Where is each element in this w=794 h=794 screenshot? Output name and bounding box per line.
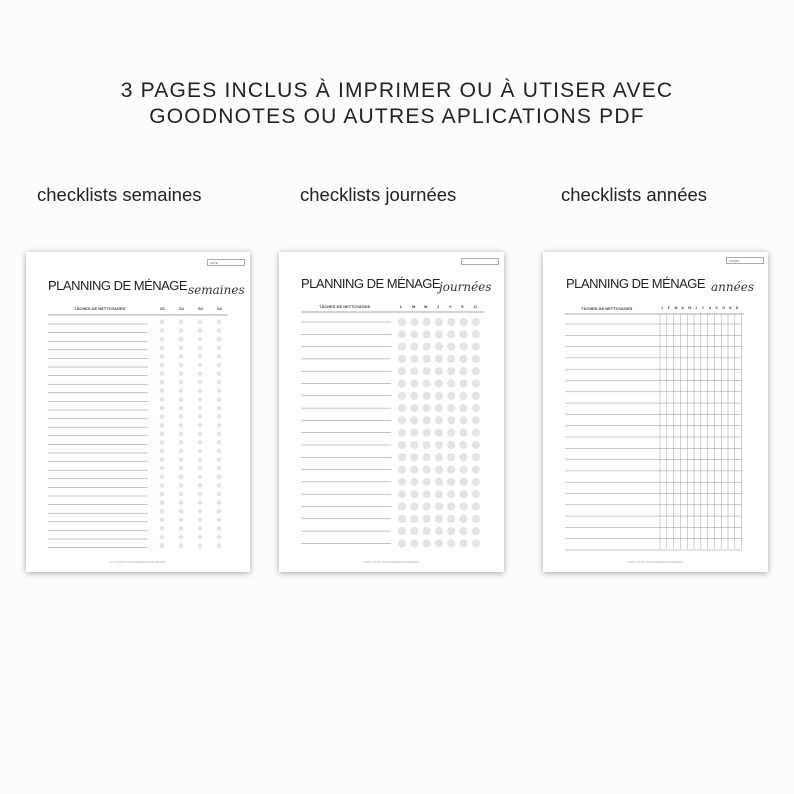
- check-dot: [160, 346, 165, 351]
- col-label: V: [449, 304, 452, 309]
- check-dot: [217, 475, 222, 480]
- check-dot: [198, 457, 203, 462]
- check-dot: [160, 363, 165, 368]
- check-dot: [435, 490, 443, 498]
- check-dot: [459, 527, 467, 535]
- check-dot: [198, 449, 203, 454]
- check-dot: [217, 328, 222, 333]
- check-dot: [447, 539, 455, 547]
- check-dot: [423, 343, 431, 351]
- check-dot: [447, 490, 455, 498]
- check-dot: [217, 449, 222, 454]
- check-dot: [423, 527, 431, 535]
- headline-line-2: GOODNOTES OU AUTRES APLICATIONS PDF: [149, 105, 645, 128]
- check-dot: [160, 492, 165, 497]
- check-dot: [179, 354, 184, 359]
- check-dot: [179, 535, 184, 540]
- headline: [0, 78, 794, 130]
- check-dot: [217, 354, 222, 359]
- check-dot: [459, 416, 467, 424]
- check-dot: [217, 518, 222, 523]
- check-dot: [459, 404, 467, 412]
- check-dot: [459, 355, 467, 363]
- check-dot: [459, 429, 467, 437]
- check-dot: [198, 543, 203, 548]
- check-dot: [410, 515, 418, 523]
- check-dot: [217, 389, 222, 394]
- sheet-script-title: semaines: [188, 283, 245, 297]
- check-dot: [160, 320, 165, 325]
- check-dot: [435, 515, 443, 523]
- check-dot: [472, 404, 480, 412]
- check-dot: [423, 429, 431, 437]
- col-label: D: [735, 306, 739, 310]
- check-dot: [410, 502, 418, 510]
- check-dot: [217, 380, 222, 385]
- check-dot: [398, 379, 406, 387]
- check-dot: [160, 432, 165, 437]
- check-dot: [160, 440, 165, 445]
- col-label: S3: [198, 306, 203, 311]
- check-dot: [179, 414, 184, 419]
- check-dot: [217, 363, 222, 368]
- date-box: DATE: [207, 259, 245, 266]
- task-header: TÂCHES DE NETTOYAGES: [74, 306, 126, 311]
- check-dot: [398, 343, 406, 351]
- check-dot: [179, 475, 184, 480]
- check-dot: [160, 500, 165, 505]
- check-dot: [459, 343, 467, 351]
- check-dot: [179, 457, 184, 462]
- col-label: N: [729, 306, 732, 310]
- check-dot: [410, 404, 418, 412]
- check-dot: [447, 355, 455, 363]
- check-dot: [217, 526, 222, 531]
- check-dot: [435, 416, 443, 424]
- sheet-weeks: [26, 252, 250, 572]
- check-dot: [435, 441, 443, 449]
- check-dot: [423, 490, 431, 498]
- sheet-title: PLANNING DE MÉNAGE: [48, 278, 188, 293]
- check-dot: [423, 355, 431, 363]
- col-label: L: [400, 304, 403, 309]
- check-dot: [179, 337, 184, 342]
- check-dot: [179, 500, 184, 505]
- check-dot: [217, 397, 222, 402]
- label-weeks: checklists semaines: [37, 184, 202, 205]
- check-dot: [398, 330, 406, 338]
- check-dot: [160, 371, 165, 376]
- col-label: J: [661, 306, 663, 310]
- check-dot: [447, 404, 455, 412]
- check-dot: [398, 453, 406, 461]
- check-dot: [217, 492, 222, 497]
- check-dot: [198, 371, 203, 376]
- sheet-title: PLANNING DE MÉNAGE: [566, 276, 706, 291]
- col-label: D: [474, 304, 477, 309]
- check-dot: [160, 518, 165, 523]
- check-dot: [472, 466, 480, 474]
- check-dot: [459, 318, 467, 326]
- col-label: S2: [179, 306, 184, 311]
- check-dot: [435, 367, 443, 375]
- check-dot: [410, 490, 418, 498]
- check-dot: [472, 318, 480, 326]
- check-dot: [198, 440, 203, 445]
- check-dot: [459, 478, 467, 486]
- col-label: A: [681, 306, 684, 310]
- check-dot: [410, 318, 418, 326]
- check-dot: [398, 466, 406, 474]
- check-dot: [447, 466, 455, 474]
- check-dot: [447, 502, 455, 510]
- col-label: M: [424, 304, 428, 309]
- check-dot: [423, 466, 431, 474]
- check-dot: [398, 392, 406, 400]
- check-dot: [179, 432, 184, 437]
- check-dot: [472, 478, 480, 486]
- check-dot: [410, 379, 418, 387]
- check-dot: [179, 466, 184, 471]
- check-dot: [423, 404, 431, 412]
- check-dot: [423, 539, 431, 547]
- check-dot: [217, 414, 222, 419]
- check-dot: [160, 380, 165, 385]
- headline-line-1: 3 PAGES INCLUS À IMPRIMER OU À UTISER AVEC: [120, 79, 674, 102]
- col-label: S: [715, 306, 718, 310]
- check-dot: [217, 457, 222, 462]
- check-dot: [198, 526, 203, 531]
- check-dot: [410, 355, 418, 363]
- check-dot: [423, 441, 431, 449]
- check-dot: [179, 449, 184, 454]
- check-dot: [198, 328, 203, 333]
- check-dot: [435, 539, 443, 547]
- check-dot: [398, 355, 406, 363]
- check-dot: [398, 441, 406, 449]
- check-dot: [198, 380, 203, 385]
- check-dot: [447, 429, 455, 437]
- col-label: J: [437, 304, 440, 309]
- check-dot: [179, 423, 184, 428]
- check-dot: [398, 502, 406, 510]
- check-dot: [217, 320, 222, 325]
- sheet-footer: FAIT PAR LACASEDESFRINGUES: [110, 560, 166, 564]
- check-dot: [459, 502, 467, 510]
- check-dot: [179, 380, 184, 385]
- check-dot: [459, 490, 467, 498]
- sheet-script-title: années: [711, 280, 754, 294]
- check-dot: [472, 355, 480, 363]
- check-dot: [459, 379, 467, 387]
- check-dot: [472, 490, 480, 498]
- check-dot: [198, 406, 203, 411]
- check-dot: [179, 406, 184, 411]
- task-grid: [279, 252, 504, 572]
- check-dot: [398, 527, 406, 535]
- check-dot: [472, 441, 480, 449]
- sheet-days: [279, 252, 504, 572]
- task-header: TÂCHES DE NETTOYAGES: [581, 306, 633, 311]
- check-dot: [459, 441, 467, 449]
- col-label: M: [674, 306, 678, 310]
- check-dot: [410, 416, 418, 424]
- check-dot: [472, 392, 480, 400]
- sheet-script-title: journées: [439, 280, 492, 294]
- check-dot: [423, 318, 431, 326]
- check-dot: [435, 404, 443, 412]
- check-dot: [198, 535, 203, 540]
- check-dot: [459, 330, 467, 338]
- check-dot: [472, 453, 480, 461]
- check-dot: [472, 343, 480, 351]
- check-dot: [410, 367, 418, 375]
- check-dot: [447, 527, 455, 535]
- check-dot: [198, 432, 203, 437]
- check-dot: [410, 343, 418, 351]
- check-dot: [447, 330, 455, 338]
- check-dot: [179, 509, 184, 514]
- check-dot: [435, 502, 443, 510]
- label-years: checklists années: [561, 184, 708, 205]
- check-dot: [198, 492, 203, 497]
- check-dot: [435, 318, 443, 326]
- col-label: F: [667, 306, 670, 310]
- check-dot: [423, 330, 431, 338]
- check-dot: [160, 526, 165, 531]
- check-dot: [472, 330, 480, 338]
- col-label: M: [688, 306, 692, 310]
- check-dot: [435, 330, 443, 338]
- check-dot: [447, 343, 455, 351]
- check-dot: [410, 392, 418, 400]
- task-header: TÂCHES DE NETTOYAGES: [319, 304, 371, 309]
- check-dot: [160, 543, 165, 548]
- check-dot: [423, 453, 431, 461]
- check-dot: [435, 527, 443, 535]
- col-label: S1: [160, 306, 165, 311]
- check-dot: [435, 478, 443, 486]
- check-dot: [179, 328, 184, 333]
- check-dot: [410, 527, 418, 535]
- check-dot: [447, 392, 455, 400]
- check-dot: [198, 414, 203, 419]
- check-dot: [217, 500, 222, 505]
- check-dot: [198, 320, 203, 325]
- check-dot: [435, 453, 443, 461]
- check-dot: [410, 429, 418, 437]
- label-days: checklists journées: [300, 184, 457, 205]
- check-dot: [459, 515, 467, 523]
- check-dot: [198, 509, 203, 514]
- check-dot: [217, 509, 222, 514]
- check-dot: [423, 515, 431, 523]
- check-dot: [160, 397, 165, 402]
- sheet-footer: FAIT PAR LACASEDESFRINGUES: [627, 560, 684, 564]
- check-dot: [160, 389, 165, 394]
- check-dot: [198, 389, 203, 394]
- task-grid: [26, 252, 250, 572]
- check-dot: [179, 371, 184, 376]
- check-dot: [459, 367, 467, 375]
- check-dot: [179, 363, 184, 368]
- check-dot: [217, 466, 222, 471]
- check-dot: [398, 318, 406, 326]
- check-dot: [472, 416, 480, 424]
- check-dot: [472, 539, 480, 547]
- check-dot: [160, 423, 165, 428]
- check-dot: [179, 492, 184, 497]
- check-dot: [447, 379, 455, 387]
- check-dot: [217, 483, 222, 488]
- check-dot: [179, 346, 184, 351]
- sheet-years: [543, 252, 768, 572]
- task-grid: [543, 252, 768, 572]
- check-dot: [398, 490, 406, 498]
- check-dot: [179, 483, 184, 488]
- check-dot: [435, 429, 443, 437]
- check-dot: [423, 392, 431, 400]
- col-label: M: [412, 304, 416, 309]
- check-dot: [447, 367, 455, 375]
- check-dot: [217, 543, 222, 548]
- check-dot: [423, 478, 431, 486]
- check-dot: [198, 475, 203, 480]
- check-dot: [459, 392, 467, 400]
- check-dot: [198, 397, 203, 402]
- check-dot: [410, 330, 418, 338]
- check-dot: [472, 429, 480, 437]
- col-label: S: [461, 304, 464, 309]
- check-dot: [179, 320, 184, 325]
- check-dot: [459, 466, 467, 474]
- check-dot: [160, 509, 165, 514]
- col-label: J: [695, 306, 697, 310]
- check-dot: [160, 535, 165, 540]
- col-label: A: [708, 306, 712, 310]
- check-dot: [435, 466, 443, 474]
- check-dot: [217, 337, 222, 342]
- check-dot: [217, 371, 222, 376]
- check-dot: [198, 500, 203, 505]
- check-dot: [198, 518, 203, 523]
- check-dot: [410, 466, 418, 474]
- check-dot: [160, 475, 165, 480]
- check-dot: [179, 543, 184, 548]
- check-dot: [217, 346, 222, 351]
- check-dot: [198, 466, 203, 471]
- check-dot: [447, 453, 455, 461]
- check-dot: [398, 416, 406, 424]
- check-dot: [398, 367, 406, 375]
- check-dot: [198, 363, 203, 368]
- check-dot: [423, 367, 431, 375]
- check-dot: [459, 453, 467, 461]
- check-dot: [447, 478, 455, 486]
- sheet-title: PLANNING DE MÉNAGE: [301, 276, 441, 291]
- check-dot: [472, 515, 480, 523]
- check-dot: [179, 397, 184, 402]
- col-label: S4: [217, 306, 222, 311]
- check-dot: [160, 354, 165, 359]
- check-dot: [160, 466, 165, 471]
- check-dot: [160, 337, 165, 342]
- check-dot: [217, 423, 222, 428]
- check-dot: [198, 337, 203, 342]
- check-dot: [472, 367, 480, 375]
- check-dot: [160, 328, 165, 333]
- check-dot: [198, 354, 203, 359]
- check-dot: [398, 478, 406, 486]
- check-dot: [410, 441, 418, 449]
- check-dot: [198, 423, 203, 428]
- check-dot: [435, 343, 443, 351]
- check-dot: [179, 440, 184, 445]
- check-dot: [410, 478, 418, 486]
- check-dot: [198, 346, 203, 351]
- check-dot: [179, 389, 184, 394]
- check-dot: [423, 379, 431, 387]
- check-dot: [160, 449, 165, 454]
- check-dot: [447, 416, 455, 424]
- check-dot: [179, 518, 184, 523]
- col-label: J: [701, 306, 704, 310]
- check-dot: [398, 404, 406, 412]
- check-dot: [472, 379, 480, 387]
- check-dot: [217, 535, 222, 540]
- check-dot: [179, 526, 184, 531]
- check-dot: [217, 406, 222, 411]
- check-dot: [160, 406, 165, 411]
- check-dot: [160, 483, 165, 488]
- check-dot: [398, 539, 406, 547]
- check-dot: [160, 457, 165, 462]
- check-dot: [398, 515, 406, 523]
- check-dot: [160, 414, 165, 419]
- check-dot: [435, 392, 443, 400]
- check-dot: [423, 416, 431, 424]
- check-dot: [217, 432, 222, 437]
- check-dot: [435, 379, 443, 387]
- check-dot: [398, 429, 406, 437]
- check-dot: [423, 502, 431, 510]
- year-box: ANNÉE: [726, 257, 764, 264]
- col-label: O: [722, 306, 725, 310]
- check-dot: [447, 318, 455, 326]
- check-dot: [217, 440, 222, 445]
- check-dot: [472, 502, 480, 510]
- check-dot: [410, 539, 418, 547]
- check-dot: [435, 355, 443, 363]
- check-dot: [410, 453, 418, 461]
- check-dot: [447, 441, 455, 449]
- check-dot: [459, 539, 467, 547]
- check-dot: [472, 527, 480, 535]
- check-dot: [198, 483, 203, 488]
- check-dot: [447, 515, 455, 523]
- sheet-footer: FAIT PAR LACASEDESFRINGUES: [363, 560, 420, 564]
